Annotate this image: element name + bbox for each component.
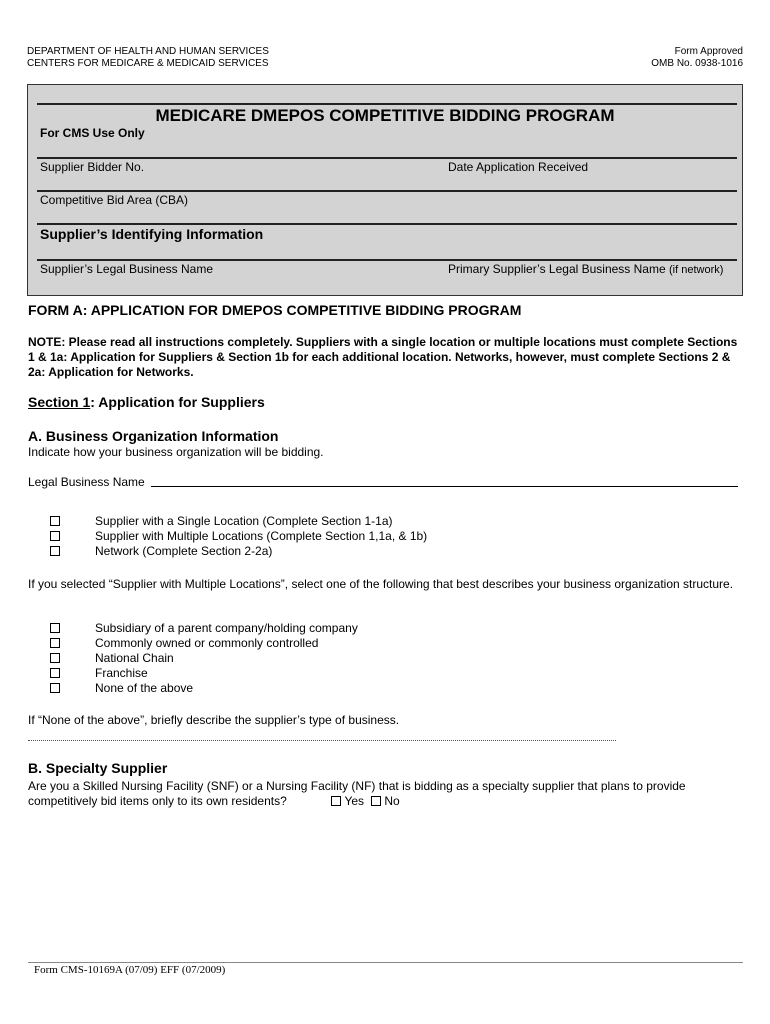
section-a-title: A. Business Organization Information [28, 428, 279, 444]
option-national-chain[interactable] [50, 651, 174, 666]
option-network[interactable] [50, 544, 273, 559]
checkbox[interactable] [50, 623, 60, 633]
checkbox[interactable] [50, 653, 60, 663]
option-label: Commonly owned or commonly controlled [95, 636, 319, 650]
option-label: Franchise [95, 666, 148, 680]
form-number-footer: Form CMS-10169A (07/09) EFF (07/2009) [34, 964, 226, 976]
option-single-location[interactable] [50, 514, 393, 529]
supplier-bidder-no-field[interactable]: Supplier Bidder No. [40, 160, 145, 174]
none-describe-prompt: If “None of the above”, briefly describe the supplier’s type of business. [28, 713, 400, 727]
section-1-title: : Application for Suppliers [90, 394, 265, 410]
checkbox[interactable] [50, 668, 60, 678]
checkbox[interactable] [50, 683, 60, 693]
if-network-note: (if network) [669, 264, 724, 276]
rule [37, 157, 737, 159]
no-option[interactable] [367, 794, 399, 808]
rule [37, 103, 737, 105]
legal-name-label: Legal Business Name [28, 475, 145, 489]
no-label: No [384, 794, 400, 808]
option-commonly-owned[interactable] [50, 636, 319, 651]
cba-field[interactable]: Competitive Bid Area (CBA) [40, 193, 189, 207]
rule [37, 259, 737, 261]
option-label: Network (Complete Section 2-2a) [95, 544, 273, 558]
rule [37, 190, 737, 192]
dept-line-2: CENTERS FOR MEDICARE & MEDICAID SERVICES [27, 58, 269, 69]
checkbox[interactable] [331, 796, 341, 806]
option-label: Supplier with a Single Location (Complete Section 1-1a) [95, 514, 393, 528]
for-cms-use-label: For CMS Use Only [40, 126, 145, 140]
option-label: National Chain [95, 651, 174, 665]
dept-line-1: DEPARTMENT OF HEALTH AND HUMAN SERVICES [27, 46, 269, 57]
section-a-instruction: Indicate how your business organization will be bidding. [28, 445, 324, 459]
instructions-note: NOTE: Please read all instructions completely. Suppliers with a single location or multiple locations must complete Sections 1 & 1a: Application for Suppliers & Section 1b for each additional location. Networks, however, must complete Sections 2 & 2a: Application for Networks. [28, 335, 738, 379]
legal-business-name-field[interactable]: Supplier’s Legal Business Name [40, 262, 213, 276]
section-b-title: B. Specialty Supplier [28, 760, 168, 776]
date-received-field[interactable]: Date Application Received [448, 160, 589, 174]
multi-location-question: If you selected “Supplier with Multiple Locations”, select one of the following that best describes your business organization structure. [28, 577, 734, 591]
checkbox[interactable] [50, 531, 60, 541]
omb-header [651, 46, 743, 70]
option-label: Supplier with Multiple Locations (Complete Section 1,1a, & 1b) [95, 529, 428, 543]
cms-use-box [27, 84, 743, 296]
option-label: None of the above [95, 681, 194, 695]
legal-name-input[interactable] [151, 486, 738, 487]
section-1-label: Section 1 [28, 394, 91, 410]
primary-supplier-field[interactable] [448, 262, 723, 276]
option-franchise[interactable] [50, 666, 148, 681]
option-multiple-locations[interactable] [50, 529, 428, 544]
option-none-of-above[interactable] [50, 681, 194, 696]
footer-rule [28, 962, 743, 963]
section-1-heading [28, 394, 265, 410]
form-approved: Form Approved [674, 46, 743, 57]
checkbox[interactable] [50, 546, 60, 556]
identifying-info-title: Supplier’s Identifying Information [40, 226, 264, 242]
yes-label: Yes [344, 794, 365, 808]
checkbox[interactable] [50, 516, 60, 526]
form-a-title: FORM A: APPLICATION FOR DMEPOS COMPETITIVE BIDDING PROGRAM [28, 302, 522, 318]
describe-business-input[interactable] [28, 740, 616, 741]
primary-supplier-label: Primary Supplier’s Legal Business Name [448, 262, 666, 276]
specialty-question: Are you a Skilled Nursing Facility (SNF) or a Nursing Facility (NF) that is bidding as a specialty supplier that plans to provide competitively bid items only to its own residents? [28, 779, 686, 808]
option-label: Subsidiary of a parent company/holding company [95, 621, 358, 635]
rule [37, 223, 737, 225]
omb-number: OMB No. 0938-1016 [651, 58, 743, 69]
yes-option[interactable] [331, 794, 364, 808]
agency-header [27, 46, 269, 70]
checkbox[interactable] [371, 796, 381, 806]
option-subsidiary[interactable] [50, 621, 358, 636]
checkbox[interactable] [50, 638, 60, 648]
program-title: MEDICARE DMEPOS COMPETITIVE BIDDING PROGRAM [155, 106, 615, 125]
specialty-question-block [28, 779, 743, 809]
